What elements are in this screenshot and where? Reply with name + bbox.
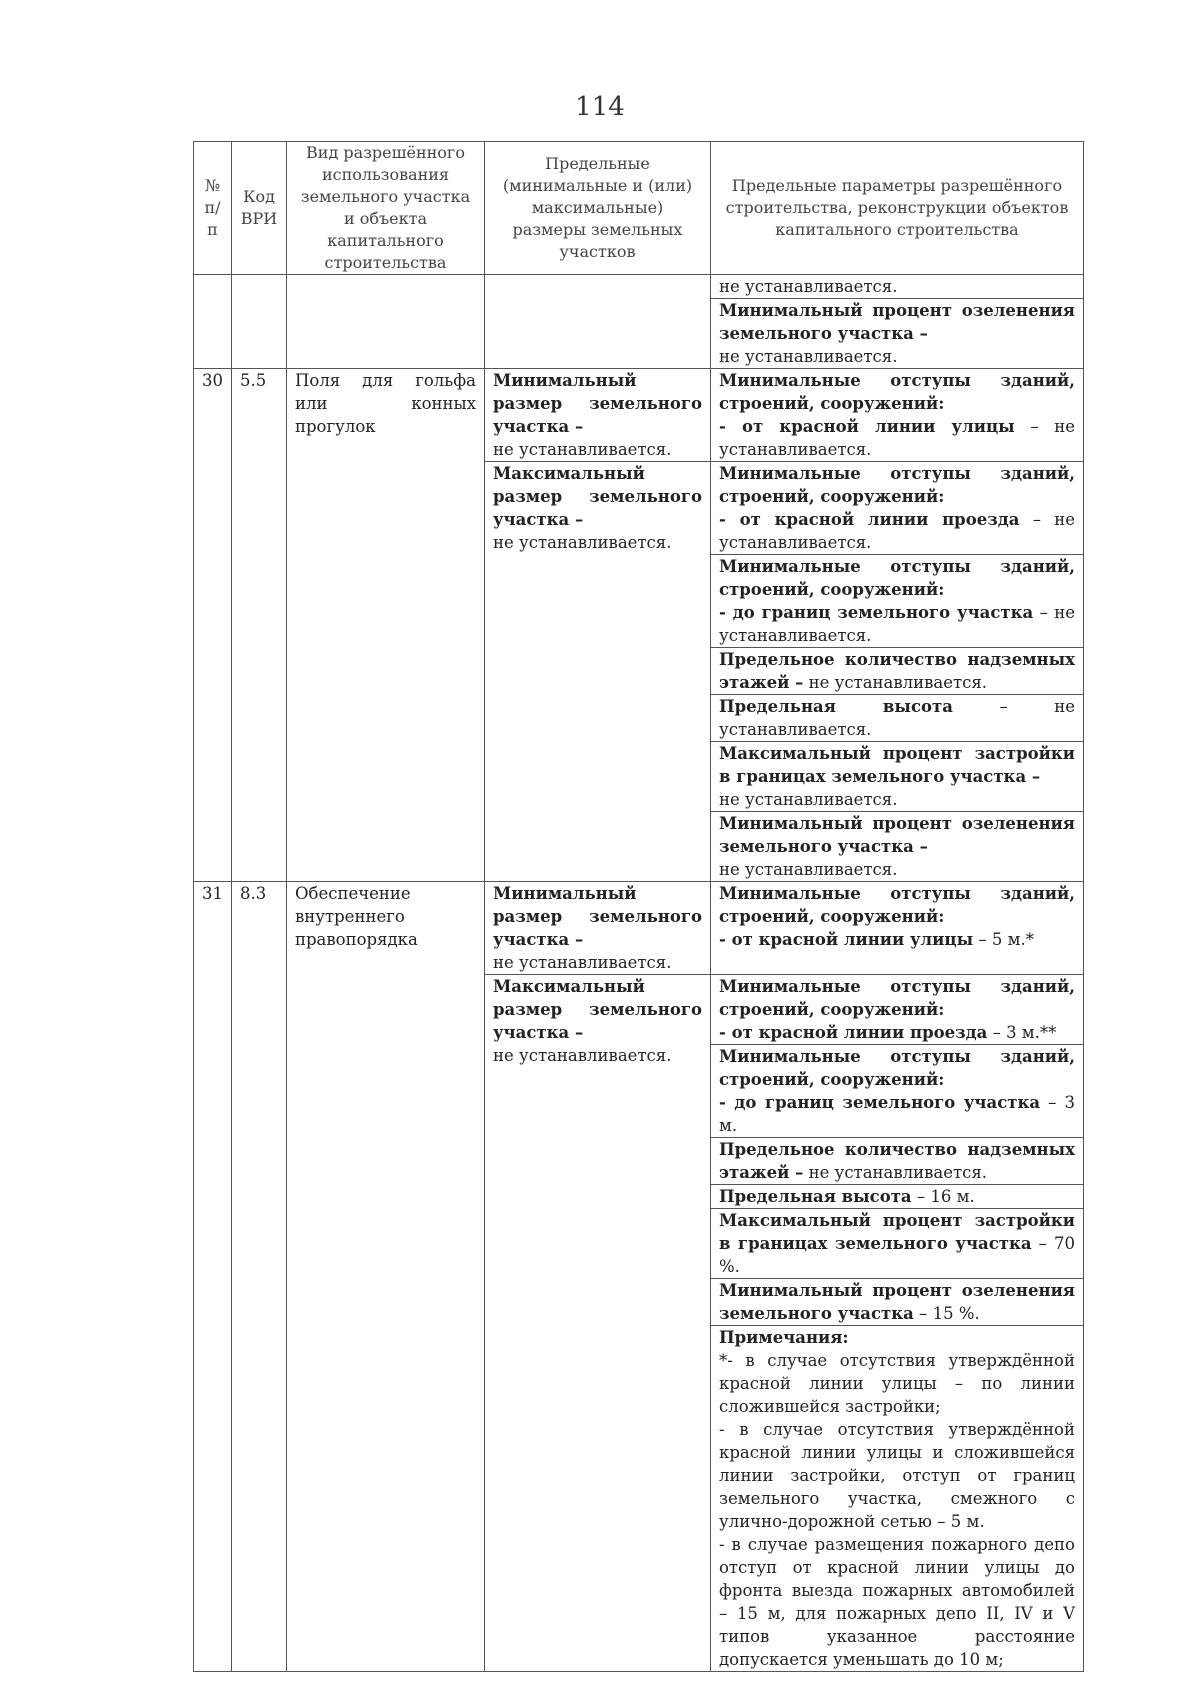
row-number: 30 (194, 369, 232, 882)
size-cell: Максимальный размер земельного участка – не устанавливается. (485, 462, 711, 882)
table-row (194, 275, 1084, 299)
table-header-row (194, 142, 1084, 275)
table-row (194, 882, 1084, 975)
notes-cell (711, 1326, 1084, 1672)
param-cell: Предельное количество надземных этажей – не устанавливается. (711, 648, 1084, 695)
param-cell: Максимальный процент застройки в границах земельного участка – 70 %. (711, 1209, 1084, 1279)
param-cell: Минимальный процент озеленения земельного участка – не устанавливается. (711, 299, 1084, 369)
param-cell: Минимальные отступы зданий, строений, сооружений: - от красной линии улицы – не устанавливается. (711, 369, 1084, 462)
header-num: № п/п (194, 142, 232, 275)
param-cell: Предельное количество надземных этажей – не устанавливается. (711, 1138, 1084, 1185)
row-use: Поля для гольфа или конных прогулок (287, 369, 485, 882)
note: - в случае отсутствия утверждённой красной линии улицы и сложившейся линии застройки, отступ от границ земельного участка, смежного с улично-дорожной сетью – 5 м. (719, 1420, 1075, 1531)
param-cell: не устанавливается. (711, 275, 1084, 299)
notes-title: Примечания: (719, 1328, 849, 1347)
param-cell: Максимальный процент застройки в границах земельного участка – не устанавливается. (711, 742, 1084, 812)
param-cell: Минимальные отступы зданий, строений, сооружений: - до границ земельного участка – не устанавливается. (711, 555, 1084, 648)
param-cell: Предельная высота – не устанавливается. (711, 695, 1084, 742)
row-code: 8.3 (232, 882, 287, 1672)
param-cell: Минимальные отступы зданий, строений, сооружений: - до границ земельного участка – 3 м. (711, 1045, 1084, 1138)
size-cell: Минимальный размер земельного участка – не устанавливается. (485, 369, 711, 462)
page-number: 114 (575, 92, 625, 122)
param-cell: Минимальные отступы зданий, строений, сооружений: - от красной линии улицы – 5 м.* (711, 882, 1084, 975)
header-code: Код ВРИ (232, 142, 287, 275)
param-cell: Минимальный процент озеленения земельного участка – не устанавливается. (711, 812, 1084, 882)
table-row (194, 369, 1084, 462)
row-code: 5.5 (232, 369, 287, 882)
header-params: Предельные параметры разрешённого строительства, реконструкции объектов капитального строительства (711, 142, 1084, 275)
param-cell: Предельная высота – 16 м. (711, 1185, 1084, 1209)
row-use: Обеспечение внутреннего правопорядка (287, 882, 485, 1672)
param-cell: Минимальные отступы зданий, строений, сооружений: - от красной линии проезда – 3 м.** (711, 975, 1084, 1045)
header-use: Вид разрешённого использования земельного участка и объекта капитального строительства (287, 142, 485, 275)
size-cell: Максимальный размер земельного участка – не устанавливается. (485, 975, 711, 1672)
param-cell: Минимальный процент озеленения земельного участка – 15 %. (711, 1279, 1084, 1326)
note: - в случае размещения пожарного депо отступ от красной линии улицы до фронта выезда пожарных автомобилей – 15 м, для пожарных депо II, IV и V типов указанное расстояние допускается уменьшать до 10 м; (719, 1535, 1075, 1669)
param-cell: Минимальные отступы зданий, строений, сооружений: - от красной линии проезда – не устанавливается. (711, 462, 1084, 555)
row-number: 31 (194, 882, 232, 1672)
zoning-parameters-table (193, 141, 1084, 1672)
header-size: Предельные (минимальные и (или) максимальные) размеры земельных участков (485, 142, 711, 275)
size-cell: Минимальный размер земельного участка – не устанавливается. (485, 882, 711, 975)
note: *- в случае отсутствия утверждённой красной линии улицы – по линии сложившейся застройки; (719, 1351, 1075, 1416)
